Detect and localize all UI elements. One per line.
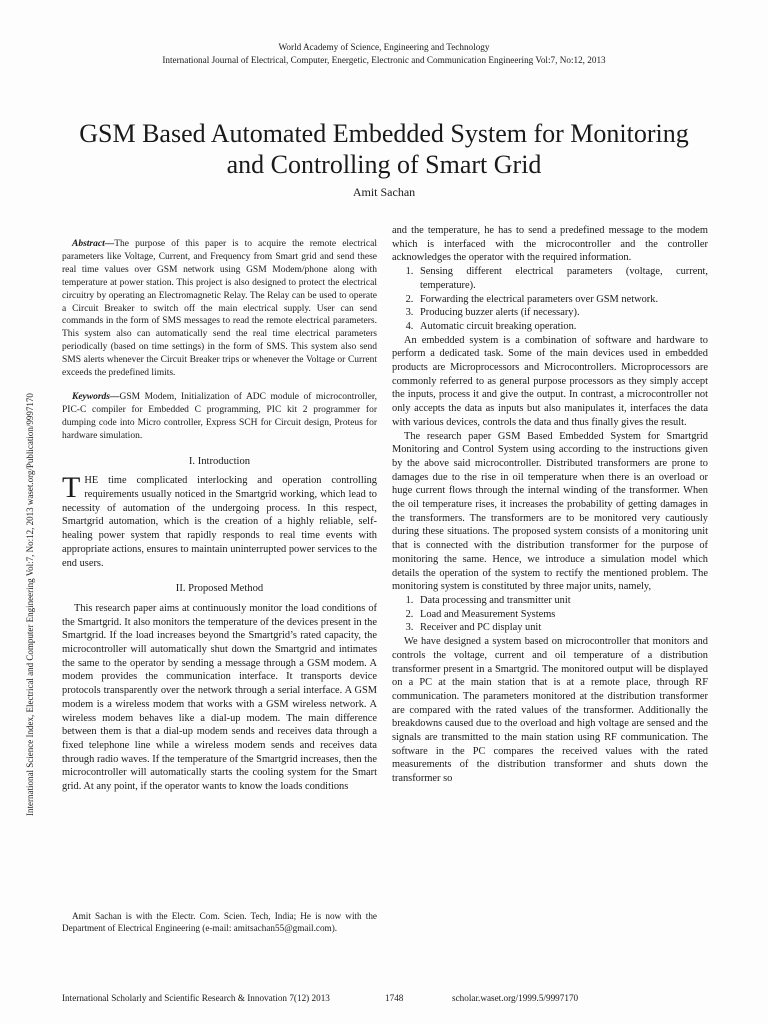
intro-first-word: HE [84, 475, 99, 487]
right-column [392, 224, 708, 786]
embedded-system-paragraph: An embedded system is a combination of software and hardware to perform a dedicated task. Some of the main devices used in embedded products are Microprocessors and Microcontrollers. Microprocessors are commonly referred to as general purpose processors as they simply accept the inputs, process it and give the output. In contrast, a microcontroller not only accepts the data as inputs but also manipulates it, interfaces the data with various devices, controls the data and thus finally gives the result. [392, 334, 708, 428]
keywords-dash: — [110, 391, 120, 402]
footer-page-number: 1748 [385, 993, 404, 1003]
units-list [392, 594, 708, 635]
list-item: 2. Load and Measurement Systems [416, 608, 708, 622]
continuation-paragraph: and the temperature, he has to send a predefined message to the modem which is interfaced with the microcontroller and the controller acknowledges the operator with the required information. [392, 225, 708, 264]
list-item: 2. Forwarding the electrical parameters over GSM network. [416, 293, 708, 307]
design-paragraph: We have designed a system based on microcontroller that monitors and controls the voltage, current and oil temperature of a distribution transformer present in a Smartgrid. The monitored output will be displayed on a PC at the main station that is at a remote place, through RF communication. The parameters monitored at the distribution transformer are compared with the rated values of the transformer. Additionally the breakdowns caused due to the overload and high voltage are sensed and the signals are transmitted to the main station using RF communication. The software in the PC compares the received values with the rated measurements of the distribution transformer and shuts down the transformer so [392, 636, 708, 785]
list-item: 3. Receiver and PC display unit [416, 621, 708, 635]
section-heading-proposed-method: II. Proposed Method [175, 583, 264, 595]
intro-paragraph [62, 471, 377, 570]
abstract [62, 238, 377, 380]
list-item: 3. Producing buzzer alerts (if necessary). [416, 306, 708, 320]
keywords [62, 391, 377, 443]
abstract-dash: — [104, 239, 115, 249]
keywords-text: GSM Modem, Initialization of ADC module of microcontroller, PIC-C compiler for Embedded C programming, PIC kit 2 programmer for dumping code into Micro controller, Express SCH for Circuit design, Proteus for hardware simulation. [62, 391, 377, 441]
section-heading-introduction: I. Introduction [188, 455, 251, 467]
research-paragraph: The research paper GSM Based Embedded System for Smartgrid Monitoring and Control System using according to the instructions given by the above said microcontroller. Distributed transformers are prone to damages due to the rise in oil temperature when there is an overload or huge current flows through the internal winding of the transformer. When the oil temperature rises, it increases the probability of getting damages in the transformers. The transformers are to be monitored very cautiously during these situations. The proposed system consists of a monitoring unit that is connected with the distribution transformer for the purpose of monitoring the same. Hence, we introduce a simulation model which details the operation of the system to rectify the mentioned problem. The monitoring system is constituted by three major units, namely, [392, 430, 708, 593]
abstract-text: The purpose of this paper is to acquire the remote electrical parameters like Voltage, Current, and Frequency from Smart grid and send these real time values over GSM network using GSM Modem/phone along with temperature at power station. This project is also designed to protect the electrical circuitry by operating an Electromagnetic Relay. The Relay can be used to operate a Circuit Breaker to switch off the main electrical supply. User can send commands in the form of SMS messages to read the remote electrical parameters. This system also can automatically send the real time electrical parameters periodically (based on time settings) in the form of SMS. This system also send SMS alerts whenever the Circuit Breaker trips or whenever the Voltage or Current exceeds the predefined limits. [62, 239, 377, 379]
list-item: 4. Automatic circuit breaking operation. [416, 320, 708, 334]
intro-text: time complicated interlocking and operation controlling requirements usually noticed in the Smartgrid working, which lead to necessity of automation of the undergoing process. In this respect, Smartgrid automation, which is the creation of a highly reliable, self-healing power system that rapidly responds to real time events with appropriate actions, ensures to maintain uninterrupted power services to the end users. [62, 475, 377, 569]
paper-title: GSM Based Automated Embedded System for Monitoring and Controlling of Smart Grid [79, 119, 689, 179]
left-column [62, 238, 377, 794]
journal-header: World Academy of Science, Engineering and Technology [278, 42, 490, 52]
journal-subheader: International Journal of Electrical, Computer, Energetic, Electronic and Communication Engineering Vol:7, No:12, 2013 [162, 55, 606, 65]
function-list [392, 265, 708, 334]
list-item: 1. Data processing and transmitter unit [416, 594, 708, 608]
keywords-label: Keywords [72, 391, 110, 402]
sidebar-citation: International Science Index, Electrical and Computer Engineering Vol:7, No:12, 2013 waset.org/Publication/9997170 [25, 393, 35, 816]
footer-url[interactable]: scholar.waset.org/1999.5/9997170 [452, 993, 579, 1003]
abstract-label: Abstract [72, 239, 105, 249]
list-item: 1. Sensing different electrical parameters (voltage, current, temperature). [416, 265, 708, 292]
author-name: Amit Sachan [352, 185, 416, 199]
footer-publisher: International Scholarly and Scientific Research & Innovation 7(12) 2013 [62, 993, 330, 1003]
author-footnote: Amit Sachan is with the Electr. Com. Scien. Tech, India; He is now with the Department of Electrical Engineering (e-mail: amitsachan55@gmail.com). [62, 911, 377, 933]
method-paragraph: This research paper aims at continuously monitor the load conditions of the Smartgrid. It also monitors the temperature of the devices present in the Smartgrid. If the load increases beyond the Smartgrid’s rated capacity, the microcontroller will automatically shut down the Smartgrid and intimates the same to the operator by sending a message through a GSM modem. A modem provides the communication interface. It transports device protocols transparently over the network through a serial interface. A GSM modem is a wireless modem that works with a GSM wireless network. A wireless modem behaves like a dial-up modem. The main difference between them is that a dial-up modem sends and receives data through a fixed telephone line while a wireless modem sends and receives data through radio waves. If the temperature of the Smartgrid increases, then the microcontroller will automatically starts the cooling system for the Smart grid. At any point, if the operator wants to know the loads conditions [62, 602, 377, 793]
drop-cap: T [62, 471, 81, 505]
